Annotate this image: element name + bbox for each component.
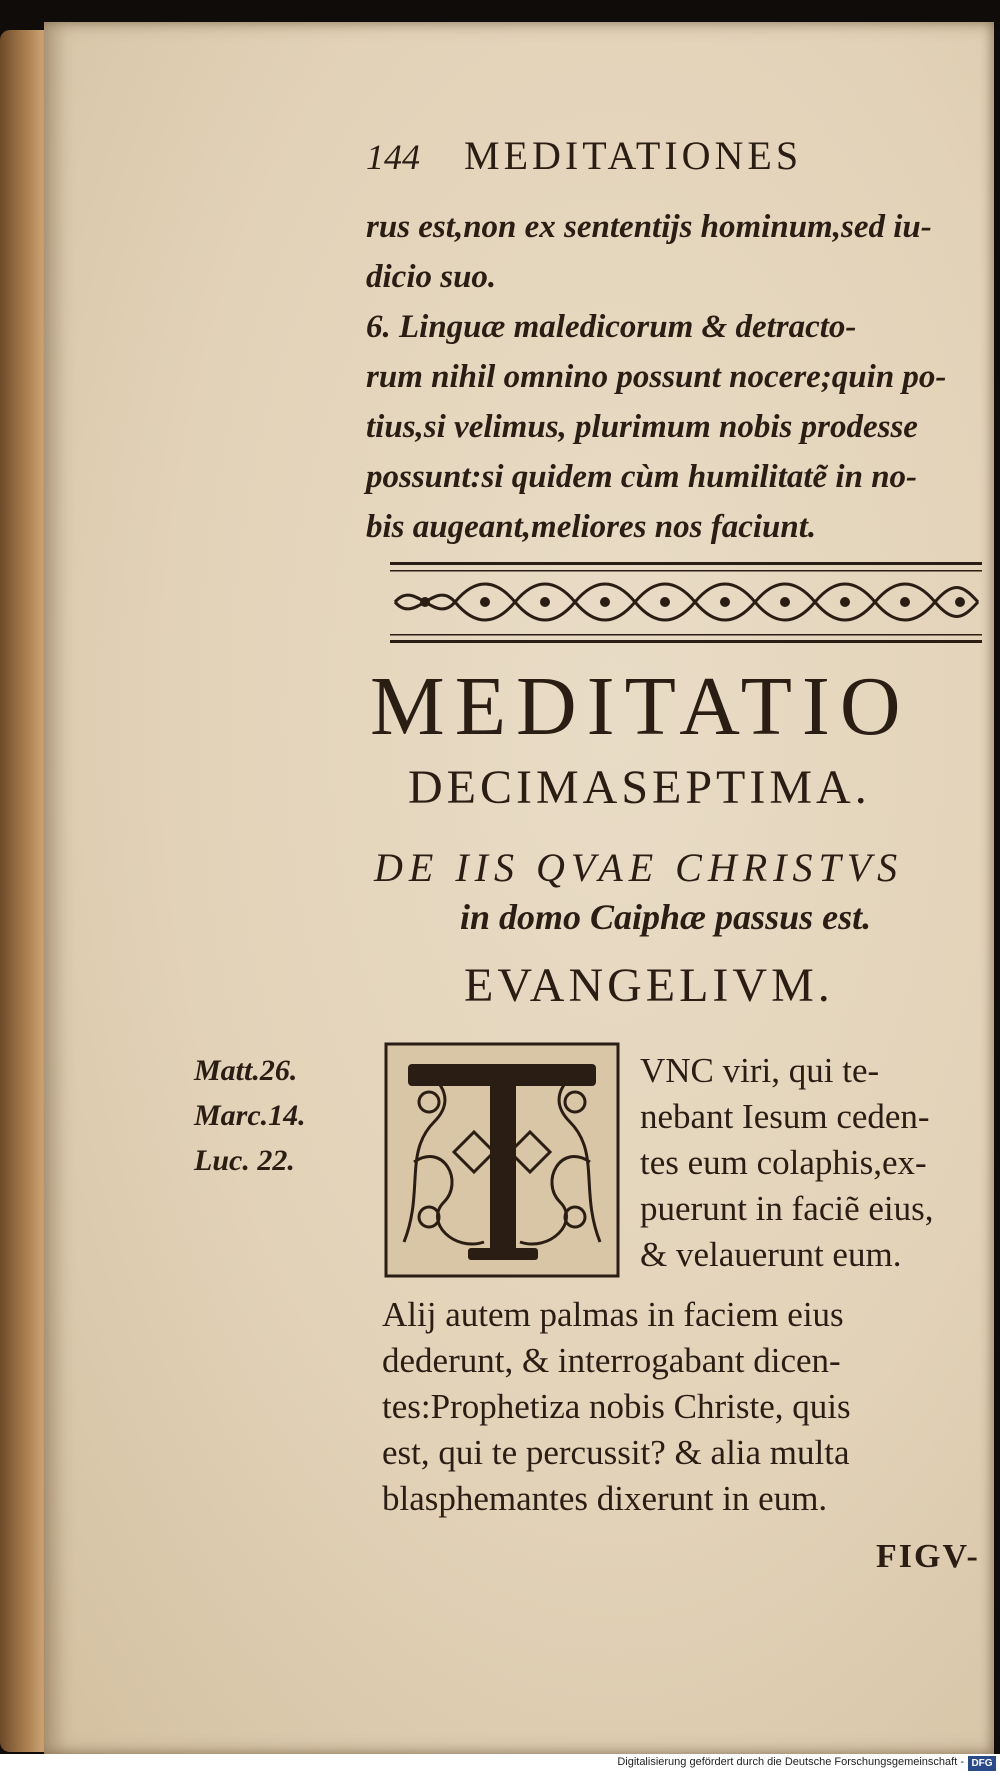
funding-notice: Digitalisierung gefördert durch die Deutsche Forschungsgemeinschaft - <box>617 1756 964 1768</box>
text-line: VNC viri, qui te- <box>640 1051 880 1090</box>
text-line: possunt:si quidem cùm humilitatẽ in no- <box>366 459 918 495</box>
ornamental-band <box>390 558 982 648</box>
subject-heading-line2: in domo Caiphæ passus est. <box>460 897 872 937</box>
text-line: rum nihil omnino possunt nocere;quin po- <box>366 359 947 395</box>
meditation-subtitle: DECIMASEPTIMA. <box>408 761 871 814</box>
running-head-title: MEDITATIONES <box>464 133 803 178</box>
meditation-title: MEDITATIO <box>370 660 911 753</box>
text-line: tius,si velimus, plurimum nobis prodesse <box>366 409 918 445</box>
marginal-references <box>194 1048 354 1183</box>
text-line: blasphemantes dixerunt in eum. <box>382 1479 828 1518</box>
marginal-reference: Matt.26. <box>194 1054 298 1087</box>
text-line: & velauerunt eum. <box>640 1235 902 1274</box>
text-line: 6. Linguæ maledicorum & detracto- <box>366 309 857 345</box>
decorated-initial-T <box>384 1042 620 1278</box>
text-line: tes eum colaphis,ex- <box>640 1143 927 1182</box>
gospel-text-beside-initial <box>640 1048 1000 1278</box>
catchword: FIGV- <box>876 1538 980 1575</box>
page-number: 144 <box>366 137 420 177</box>
gospel-text <box>382 1292 1000 1522</box>
footer-bar <box>0 1754 1000 1774</box>
text-line: rus est,non ex sententijs hominum,sed iu- <box>366 209 932 245</box>
text-line: bis augeant,meliores nos faciunt. <box>366 509 817 545</box>
text-line: puerunt in faciẽ eius, <box>640 1189 934 1228</box>
initial-letter: T <box>502 1192 503 1193</box>
marginal-reference: Marc.14. <box>194 1099 306 1132</box>
text-line: nebant Iesum ceden- <box>640 1097 930 1136</box>
text-line: est, qui te percussit? & alia multa <box>382 1433 850 1472</box>
dfg-logo[interactable]: DFG <box>968 1756 996 1771</box>
text-line: tes:Prophetiza nobis Christe, quis <box>382 1387 851 1426</box>
section-heading: EVANGELIVM. <box>464 959 834 1012</box>
running-head <box>366 132 926 179</box>
text-line: Alij autem palmas in faciem eius <box>382 1295 844 1334</box>
subject-heading: DE IIS QVAE CHRISTVS <box>374 845 904 890</box>
book-page <box>44 22 994 1754</box>
text-line: dicio suo. <box>366 259 497 295</box>
marginal-reference: Luc. 22. <box>194 1144 295 1177</box>
text-line: dederunt, & interrogabant dicen- <box>382 1341 841 1380</box>
previous-meditation-text <box>366 202 1000 552</box>
